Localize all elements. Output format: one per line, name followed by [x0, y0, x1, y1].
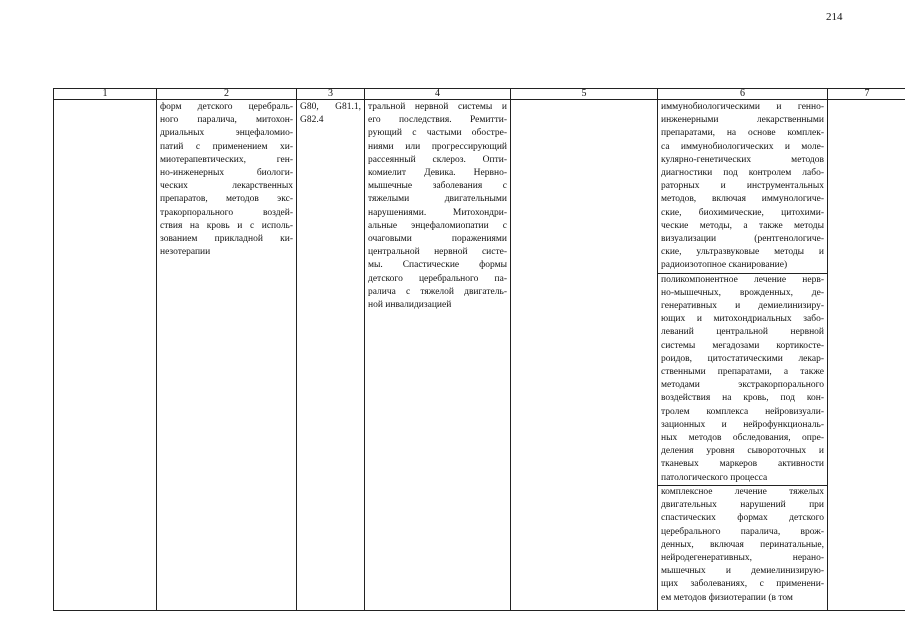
text-line: комплексное лечение тяжелых — [661, 486, 824, 497]
text-line: инженерными лекарственными — [661, 115, 824, 126]
text-line: его последствия. Ремитти- — [368, 115, 507, 126]
text-line: нейродегенеративных, нерано- — [661, 552, 824, 563]
text-line: дриальных энцефаломио- — [160, 128, 293, 139]
text-line: зованием прикладной ки- — [160, 234, 293, 245]
cell-col5 — [511, 100, 658, 611]
text-line: ющих и митохондриальных забо- — [661, 314, 824, 325]
text-line: детского церебрального па- — [368, 273, 507, 284]
text-line: са иммунобиологических и моле- — [661, 141, 824, 152]
cell-col4 — [365, 100, 511, 611]
column-number-6: 6 — [658, 89, 828, 100]
icd-codes — [300, 101, 361, 127]
text-line: альные энцефаломиопатии с — [368, 220, 507, 231]
column-number-2: 2 — [157, 89, 297, 100]
text-line: тяжелыми двигательными — [368, 194, 507, 205]
text-line: тканевых маркеров активности — [661, 459, 824, 470]
text-line: ралича с тяжелой двигатель- — [368, 286, 507, 297]
text-line: нарушениями. Митохондри- — [368, 207, 507, 218]
text-line: тракорпорального воздей- — [160, 207, 293, 218]
text-line: методами экстракорпорального — [661, 380, 824, 391]
text-line: тральной нервной системы и — [368, 102, 507, 112]
col4-text — [368, 101, 507, 312]
text-line: но-мышечных, врожденных, де- — [661, 287, 824, 298]
column-number-1: 1 — [54, 89, 157, 100]
treatment-block-1 — [658, 101, 827, 274]
text-line: зационных и нейрофункциональ- — [661, 419, 824, 430]
text-line: щих заболеваниях, с применени- — [661, 579, 824, 590]
text-line: препаратов, методов экс- — [160, 194, 293, 205]
text-line: диагностики под контролем лабо- — [661, 168, 824, 179]
text-line: ного паралича, митохон- — [160, 115, 293, 126]
text-line: ем методов физиотерапии (в том — [661, 592, 793, 603]
text-line: ствия на кровь и с исполь- — [160, 220, 293, 231]
text-line: генеративных и демиелинизиру- — [661, 301, 824, 312]
text-line: спастических формах детского — [661, 513, 824, 524]
table-row — [54, 100, 905, 611]
text-line: двигательных нарушений при — [661, 500, 824, 511]
text-line: рующий с частыми обостре- — [368, 128, 507, 139]
text-line: но-инженерных биологи- — [160, 168, 293, 179]
column-number-row — [54, 89, 905, 100]
text-line: ческих лекарственных — [160, 181, 293, 192]
text-line: ниями или прогрессирующий — [368, 141, 507, 152]
text-line: системы мегадозами кортикосте- — [661, 340, 824, 351]
text-line: церебрального паралича, врож- — [661, 526, 824, 537]
text-line: методов, включая иммунологиче- — [661, 194, 824, 205]
text-line: ческие методы, а также методы — [661, 220, 824, 231]
cell-col1 — [54, 100, 157, 611]
text-line: ной инвалидизацией — [368, 300, 452, 311]
text-line: раторных и инструментальных — [661, 181, 824, 192]
text-line: центральной нервной систе- — [368, 247, 507, 258]
text-line: миотерапевтических, ген- — [160, 154, 293, 165]
text-line: ские, ультразвуковые методы и — [661, 247, 824, 258]
text-line: мы. Спастические формы — [368, 260, 507, 271]
column-number-4: 4 — [365, 89, 511, 100]
text-line: иммунобиологическими и генно- — [661, 102, 824, 112]
text-line: патологического процесса — [661, 472, 768, 483]
text-line: рассеянный склероз. Опти- — [368, 154, 507, 165]
text-line: поликомпонентное лечение нерв- — [661, 274, 824, 285]
treatment-block-2 — [658, 274, 827, 486]
cell-col2 — [157, 100, 297, 611]
text-line: ственными препаратами, а также — [661, 367, 824, 378]
cell-col7 — [828, 100, 905, 611]
text-line: G80, G81.1, — [300, 102, 361, 112]
col2-text — [160, 101, 293, 259]
medical-care-table — [53, 88, 905, 611]
column-number-7: 7 — [828, 89, 905, 100]
treatment-block-3 — [658, 486, 827, 605]
text-line: кулярно-генетических методов — [661, 154, 824, 165]
cell-col3 — [297, 100, 365, 611]
text-line: ские, биохимические, цитохими- — [661, 207, 824, 218]
text-line: леваний центральной нервной — [661, 327, 824, 338]
column-number-5: 5 — [511, 89, 658, 100]
text-line: денных, включая перинатальные, — [661, 539, 824, 550]
text-line: радиоизотопное сканирование) — [661, 260, 788, 271]
text-line: мышечные заболевания с — [368, 181, 507, 192]
column-number-3: 3 — [297, 89, 365, 100]
text-line: тролем комплекса нейровизуали- — [661, 406, 824, 417]
text-line: форм детского церебраль- — [160, 102, 293, 112]
text-line: препаратами, на основе комплек- — [661, 128, 824, 139]
text-line: ных методов обследования, опре- — [661, 433, 824, 444]
text-line: очаговыми поражениями — [368, 234, 507, 245]
text-line: воздействия на кровь, под кон- — [661, 393, 824, 404]
text-line: визуализации (рентгенологиче- — [661, 234, 824, 245]
text-line: мышечных и демиелинизирую- — [661, 566, 824, 577]
text-line: патий с применением хи- — [160, 141, 293, 152]
text-line: G82.4 — [300, 115, 324, 126]
text-line: незотерапии — [160, 247, 211, 258]
text-line: комиелит Девика. Нервно- — [368, 168, 507, 179]
text-line: деления уровня сывороточных и — [661, 446, 824, 457]
text-line: роидов, цитостатическими лекар- — [661, 353, 824, 364]
page-number: 214 — [826, 11, 843, 23]
cell-col6 — [658, 100, 828, 611]
